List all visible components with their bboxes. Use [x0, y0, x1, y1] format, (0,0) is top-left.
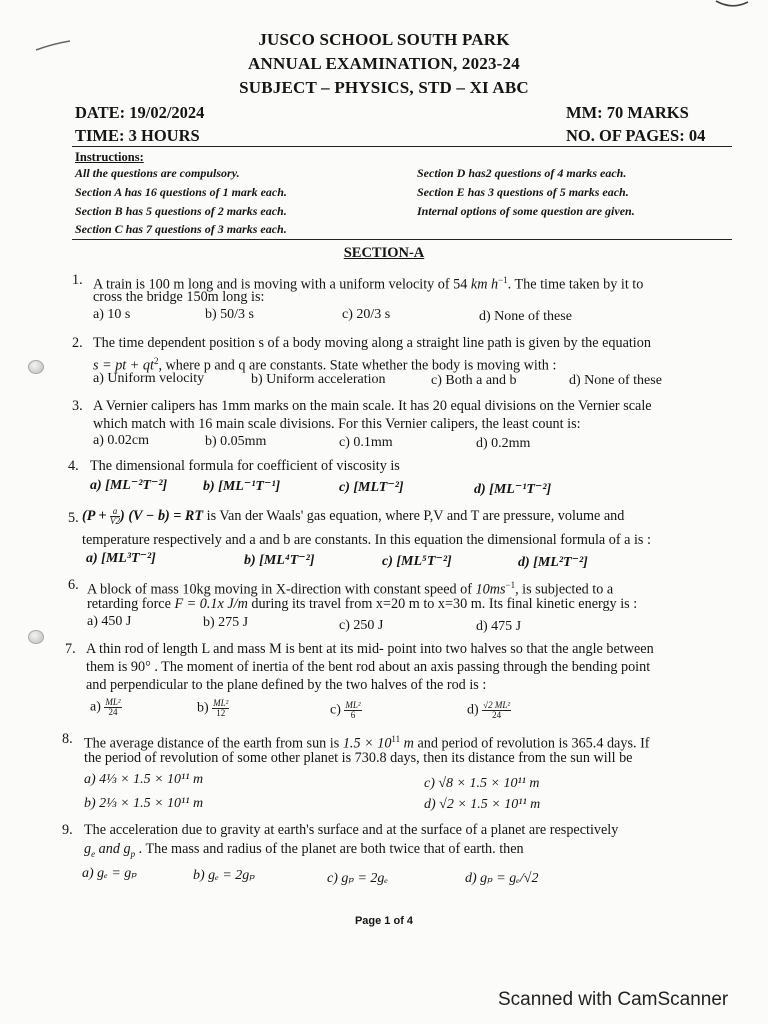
question-number: 7. — [65, 641, 76, 657]
school-name: JUSCO SCHOOL SOUTH PARK — [258, 30, 510, 49]
exam-title: ANNUAL EXAMINATION, 2023-24 — [248, 54, 520, 73]
option: d) 475 J — [476, 619, 522, 634]
option: a) gₑ = gₚ — [82, 866, 137, 881]
question-text: The average distance of the earth from sun is $1.5 \times 10^{11}$ m and period of revolution is 365.4 days. If — [84, 734, 650, 752]
option: c) 250 J — [339, 618, 384, 633]
page-number: Page 1 of 4 — [354, 915, 414, 927]
question-number: 4. — [68, 458, 79, 474]
option: a) [ML³T⁻²] — [86, 551, 156, 566]
question-number: 8. — [62, 731, 73, 747]
option: d) $\frac{\text{√2 ML²}}{24}$ — [467, 700, 511, 720]
question-number: 1. — [72, 272, 83, 288]
instruction-item: Internal options of some question are given. — [417, 204, 635, 218]
exam-time: TIME: 3 HOURS — [75, 126, 200, 145]
option: c) √8 × 1.5 × 10¹¹ m — [424, 776, 540, 791]
option: d) gₚ = gₑ/√2 — [465, 871, 539, 886]
question-text: s = pt + $qt^2$, where p and q are constants. State whether the body is moving with : — [93, 356, 557, 374]
option: a) 450 J — [87, 614, 132, 629]
question-text: cross the bridge 150m long is: — [93, 289, 265, 305]
corner-mark — [712, 0, 752, 12]
option: b) 50/3 s — [205, 307, 254, 322]
question-text: The time dependent position s of a body moving along a straight line path is given by the equation — [93, 335, 651, 351]
question-text: A block of mass 10kg moving in X-direction with constant speed of $10ms^{-1}$, is subjected to a — [87, 580, 614, 598]
option: d) 0.2mm — [476, 436, 531, 451]
scanner-watermark: Scanned with CamScanner — [498, 989, 729, 1010]
option: a) Uniform velocity — [93, 371, 205, 386]
option: d) √2 × 1.5 × 10¹¹ m — [424, 797, 541, 812]
option: c) $\frac{\text{ML²}}{6}$ — [330, 700, 361, 720]
subject-title: SUBJECT – PHYSICS, STD – XI ABC — [239, 78, 529, 97]
instruction-item: Section E has 3 questions of 5 marks each. — [417, 185, 629, 199]
option: b) $\frac{\text{ML²}}{12}$ — [197, 698, 229, 718]
option: c) [ML⁵T⁻²] — [382, 554, 452, 569]
max-marks: MM: 70 MARKS — [566, 103, 689, 122]
option: c) 0.1mm — [339, 435, 393, 450]
punch-hole-icon — [28, 360, 44, 374]
option: b) [ML⁴T⁻²] — [244, 553, 315, 568]
question-text: (P + $\frac{a}{V2}$ ) (V − b) = RT is Van der Waals' gas equation, where P,V and T are pressure, volume and — [82, 506, 625, 526]
option: b) Uniform acceleration — [251, 372, 386, 387]
instruction-item: Section D has2 questions of 4 marks each. — [417, 166, 627, 180]
question-text: A thin rod of length L and mass M is bent at its mid- point into two halves so that the angle between — [86, 641, 654, 657]
option: b) [ML⁻¹T⁻¹] — [203, 479, 281, 494]
question-number: 3. — [72, 398, 83, 414]
question-text: The acceleration due to gravity at earth's surface and at the surface of a planet are respectively — [84, 822, 619, 838]
option: c) 20/3 s — [342, 307, 391, 322]
option: d) [ML⁻¹T⁻²] — [474, 482, 552, 497]
option: d) [ML²T⁻²] — [518, 555, 588, 570]
punch-hole-icon — [28, 630, 44, 644]
page-count: NO. OF PAGES: 04 — [566, 126, 706, 145]
header-rule — [72, 146, 732, 147]
question-text: them is 90° . The moment of inertia of the bent rod about an axis passing through the bending point — [86, 659, 651, 675]
question-text: temperature respectively and a and b are constants. In this equation the dimensional formula of a is : — [82, 532, 651, 548]
instructions-title: Instructions: — [75, 150, 144, 164]
option: d) None of these — [569, 373, 662, 388]
question-text: The dimensional formula for coefficient of viscosity is — [90, 458, 400, 474]
question-text: $g_e$ and $g_p$ . The mass and radius of the planet are both twice that of earth. then — [84, 841, 524, 859]
option: a) 0.02cm — [93, 433, 149, 448]
option: b) 275 J — [203, 615, 249, 630]
question-text: and perpendicular to the plane defined by the two halves of the rod is : — [86, 677, 487, 693]
instruction-item: All the questions are compulsory. — [75, 166, 240, 180]
question-text: which match with 16 main scale divisions. For this Vernier calipers, the least count is: — [93, 416, 581, 432]
instruction-item: Section A has 16 questions of 1 mark each. — [75, 185, 287, 199]
option: a) [ML⁻²T⁻²] — [90, 478, 168, 493]
question-text: A Vernier calipers has 1mm marks on the main scale. It has 20 equal divisions on the Vernier scale — [93, 398, 652, 414]
option: a) 10 s — [93, 307, 131, 322]
option: c) [MLT⁻²] — [339, 480, 404, 495]
question-text: A train is 100 m long and is moving with a uniform velocity of 54 km $h^{-1}$. The time taken by it to — [93, 275, 644, 293]
option: a) 4⅓ × 1.5 × 10¹¹ m — [84, 772, 204, 787]
option: c) Both a and b — [431, 373, 517, 388]
instruction-item: Section C has 7 questions of 3 marks each. — [75, 222, 287, 236]
question-number: 5. — [68, 510, 79, 526]
option: a) $\frac{\text{ML²}}{24}$ — [90, 697, 121, 717]
instructions-rule — [72, 239, 732, 240]
exam-date: DATE: 19/02/2024 — [75, 103, 205, 122]
question-number: 9. — [62, 822, 73, 838]
option: b) 2⅓ × 1.5 × 10¹¹ m — [84, 796, 204, 811]
option: c) gₚ = 2gₑ — [327, 871, 389, 886]
question-number: 6. — [68, 577, 79, 593]
question-text: the period of revolution of some other planet is 730.8 days, then its distance from the sun will be — [84, 750, 633, 766]
option: b) 0.05mm — [205, 434, 267, 449]
question-number: 2. — [72, 335, 83, 351]
question-text: retarding force F = 0.1x J/m during its travel from x=20 m to x=30 m. Its final kinetic energy is : — [87, 596, 638, 612]
option: d) None of these — [479, 309, 572, 324]
option: b) gₑ = 2gₚ — [193, 868, 255, 883]
section-title: SECTION-A — [343, 245, 425, 261]
instruction-item: Section B has 5 questions of 2 marks each. — [75, 204, 287, 218]
